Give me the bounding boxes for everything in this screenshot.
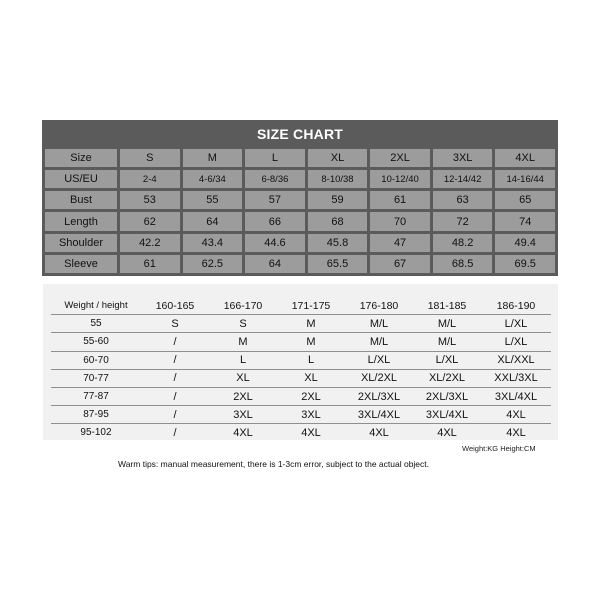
weight-table-cell: 2XL xyxy=(277,387,345,405)
weight-table-cell: M xyxy=(277,333,345,351)
size-chart-cell: XL xyxy=(308,149,368,167)
weight-range-cell: 55-60 xyxy=(51,333,141,351)
size-chart-cell: 42.2 xyxy=(120,234,180,252)
size-chart-grid xyxy=(45,149,555,273)
size-chart-row-label: Sleeve xyxy=(45,255,117,273)
size-chart-table xyxy=(42,120,558,276)
table-row xyxy=(51,424,551,442)
size-chart-row-label: Size xyxy=(45,149,117,167)
size-chart-row-label: Shoulder xyxy=(45,234,117,252)
size-chart-cell: 2-4 xyxy=(120,170,180,188)
weight-table-cell: 2XL/3XL xyxy=(413,387,481,405)
size-chart-cell: 74 xyxy=(495,212,555,230)
weight-table-cell: XXL/3XL xyxy=(481,369,551,387)
weight-table-cell: / xyxy=(141,387,209,405)
size-chart-title: SIZE CHART xyxy=(257,126,343,142)
weight-table-cell: M xyxy=(209,333,277,351)
size-chart-cell: 53 xyxy=(120,191,180,209)
size-chart-cell: 4XL xyxy=(495,149,555,167)
size-chart-cell: 49.4 xyxy=(495,234,555,252)
table-row xyxy=(51,351,551,369)
table-row xyxy=(51,406,551,424)
weight-table-cell: S xyxy=(141,315,209,333)
size-chart-cell: 4-6/34 xyxy=(183,170,243,188)
size-chart-cell: 70 xyxy=(370,212,430,230)
weight-range-cell: 77-87 xyxy=(51,387,141,405)
weight-table-cell: 2XL xyxy=(209,387,277,405)
weight-table-cell: S xyxy=(209,315,277,333)
size-chart-cell: 44.6 xyxy=(245,234,305,252)
weight-range-cell: 87-95 xyxy=(51,406,141,424)
weight-table-cell: 3XL/4XL xyxy=(481,387,551,405)
size-chart-cell: 65.5 xyxy=(308,255,368,273)
size-chart-cell: 43.4 xyxy=(183,234,243,252)
size-chart-cell: 68 xyxy=(308,212,368,230)
weight-table-cell: / xyxy=(141,333,209,351)
size-chart-cell: 66 xyxy=(245,212,305,230)
size-chart-cell: 45.8 xyxy=(308,234,368,252)
size-chart-cell: 12-14/42 xyxy=(433,170,493,188)
size-chart-cell: 2XL xyxy=(370,149,430,167)
size-chart-cell: L xyxy=(245,149,305,167)
table-row xyxy=(51,387,551,405)
weight-table-header-cell: 166-170 xyxy=(209,297,277,315)
weight-table-cell: 4XL xyxy=(506,426,526,439)
weight-table-cell: 3XL xyxy=(209,406,277,424)
table-row xyxy=(51,315,551,333)
weight-table-cell: M xyxy=(277,315,345,333)
size-chart-cell: 69.5 xyxy=(495,255,555,273)
weight-range-cell: 95-102 xyxy=(80,427,112,439)
weight-table-cell: XL/2XL xyxy=(413,369,481,387)
weight-table-cell: 4XL xyxy=(481,406,551,424)
weight-table-header-cell: 160-165 xyxy=(141,297,209,315)
size-chart-cell: 62 xyxy=(120,212,180,230)
size-chart-cell: 57 xyxy=(245,191,305,209)
size-chart-row-label: US/EU xyxy=(45,170,117,188)
weight-height-table xyxy=(43,284,558,440)
weight-table-header-row xyxy=(51,297,551,315)
weight-table-cell: M/L xyxy=(413,315,481,333)
size-chart-cell: 63 xyxy=(433,191,493,209)
unit-note: Weight:KG Height:CM xyxy=(462,444,536,453)
size-chart-cell: 72 xyxy=(433,212,493,230)
weight-table-cell: / xyxy=(173,426,177,439)
weight-table-header-cell: 181-185 xyxy=(413,297,481,315)
weight-table-cell: 4XL xyxy=(301,426,321,439)
size-chart-cell: S xyxy=(120,149,180,167)
weight-table-cell: / xyxy=(141,369,209,387)
size-chart-cell: 8-10/38 xyxy=(308,170,368,188)
weight-table-cell: 3XL xyxy=(277,406,345,424)
weight-table-cell: 3XL/4XL xyxy=(413,406,481,424)
weight-table-cell: 4XL xyxy=(233,426,253,439)
weight-table-cell: L xyxy=(277,351,345,369)
size-chart-row-label: Length xyxy=(45,212,117,230)
weight-table-header-cell: 176-180 xyxy=(345,297,413,315)
weight-range-cell: 60-70 xyxy=(51,351,141,369)
weight-table-cell: XL/2XL xyxy=(345,369,413,387)
weight-table-cell: L/XL xyxy=(413,351,481,369)
weight-table-cell: / xyxy=(141,351,209,369)
weight-table-cell: M/L xyxy=(413,333,481,351)
weight-table-cell: 4XL xyxy=(369,426,389,439)
weight-table-cell: L xyxy=(209,351,277,369)
size-chart-cell: 61 xyxy=(120,255,180,273)
size-chart-cell: 64 xyxy=(183,212,243,230)
weight-table-cell: L/XL xyxy=(481,333,551,351)
weight-table-cell: / xyxy=(141,406,209,424)
weight-range-cell: 55 xyxy=(51,315,141,333)
size-chart-cell: 64 xyxy=(245,255,305,273)
table-row xyxy=(51,369,551,387)
warm-tips-note: Warm tips: manual measurement, there is 1-3cm error, subject to the actual object. xyxy=(118,459,430,469)
weight-table-cell: L/XL xyxy=(345,351,413,369)
size-chart-cell: 62.5 xyxy=(183,255,243,273)
size-chart-cell: 55 xyxy=(183,191,243,209)
size-chart-cell: 65 xyxy=(495,191,555,209)
size-chart-cell: 10-12/40 xyxy=(370,170,430,188)
weight-table-cell: 3XL/4XL xyxy=(345,406,413,424)
weight-table-cell: M/L xyxy=(345,333,413,351)
size-chart-cell: 67 xyxy=(370,255,430,273)
weight-table-cell: XL xyxy=(209,369,277,387)
size-chart-cell: 3XL xyxy=(433,149,493,167)
size-chart-cell: 48.2 xyxy=(433,234,493,252)
size-chart-row-label: Bust xyxy=(45,191,117,209)
weight-table-cell: 2XL/3XL xyxy=(345,387,413,405)
weight-table-header-cell: 171-175 xyxy=(277,297,345,315)
size-chart-cell: 68.5 xyxy=(433,255,493,273)
size-chart-cell: 14-16/44 xyxy=(495,170,555,188)
weight-table-cell: L/XL xyxy=(481,315,551,333)
weight-range-cell: 70-77 xyxy=(51,369,141,387)
size-chart-cell: M xyxy=(183,149,243,167)
weight-table-cell: XL/XXL xyxy=(481,351,551,369)
table-row xyxy=(51,333,551,351)
size-chart-cell: 61 xyxy=(370,191,430,209)
size-chart-cell: 59 xyxy=(308,191,368,209)
size-chart-cell: 6-8/36 xyxy=(245,170,305,188)
weight-table-header-cell: Weight / height xyxy=(51,297,141,315)
weight-table-cell: XL xyxy=(277,369,345,387)
weight-table-header-cell: 186-190 xyxy=(481,297,551,315)
weight-table-cell: 4XL xyxy=(437,426,457,439)
weight-table-cell: M/L xyxy=(345,315,413,333)
size-chart-cell: 47 xyxy=(370,234,430,252)
